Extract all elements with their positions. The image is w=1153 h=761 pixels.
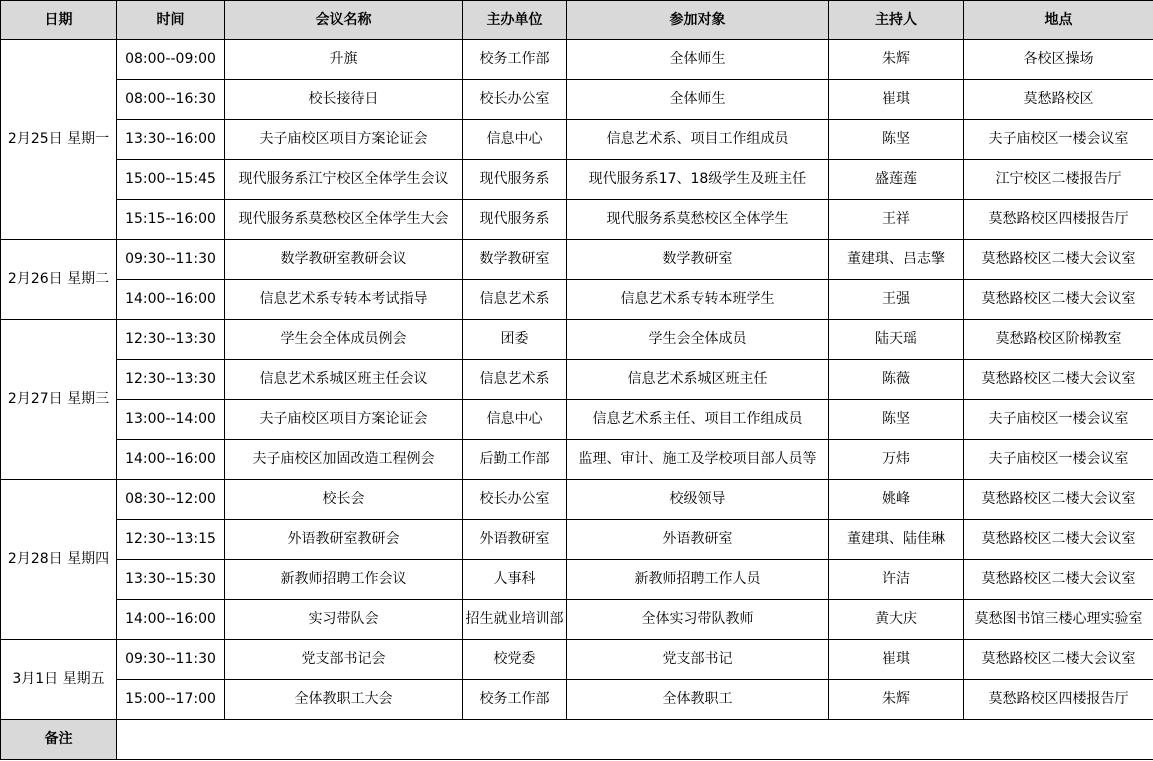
- meeting-cell: 数学教研室教研会议: [225, 240, 463, 280]
- table-row: [1, 200, 1153, 240]
- attendees-cell: 党支部书记: [567, 640, 829, 680]
- host-cell: 陆天瑶: [829, 320, 964, 360]
- table-row: [1, 280, 1153, 320]
- table-row: [1, 80, 1153, 120]
- host-cell: 姚峰: [829, 480, 964, 520]
- organizer-cell: 团委: [463, 320, 567, 360]
- host-cell: 万炜: [829, 440, 964, 480]
- attendees-cell: 学生会全体成员: [567, 320, 829, 360]
- location-cell: 莫愁路校区二楼大会议室: [964, 520, 1153, 560]
- meeting-cell: 全体教职工大会: [225, 680, 463, 720]
- footer-label: 备注: [1, 720, 117, 760]
- time-cell: 15:15--16:00: [117, 200, 225, 240]
- host-cell: 朱辉: [829, 680, 964, 720]
- table-header: [1, 1, 1153, 40]
- attendees-cell: 信息艺术系专转本班学生: [567, 280, 829, 320]
- location-cell: 莫愁路校区四楼报告厅: [964, 680, 1153, 720]
- location-cell: 莫愁路校区二楼大会议室: [964, 280, 1153, 320]
- host-cell: 陈坚: [829, 120, 964, 160]
- attendees-cell: 监理、审计、施工及学校项目部人员等: [567, 440, 829, 480]
- header-row: [1, 1, 1153, 40]
- location-cell: 各校区操场: [964, 40, 1153, 80]
- meeting-cell: 夫子庙校区项目方案论证会: [225, 120, 463, 160]
- host-cell: 王祥: [829, 200, 964, 240]
- attendees-cell: 现代服务系17、18级学生及班主任: [567, 160, 829, 200]
- table-row: [1, 680, 1153, 720]
- organizer-cell: 人事科: [463, 560, 567, 600]
- location-cell: 莫愁路校区二楼大会议室: [964, 640, 1153, 680]
- meeting-cell: 升旗: [225, 40, 463, 80]
- organizer-cell: 后勤工作部: [463, 440, 567, 480]
- time-cell: 12:30--13:30: [117, 360, 225, 400]
- footer-value: [117, 720, 1153, 760]
- meeting-cell: 夫子庙校区项目方案论证会: [225, 400, 463, 440]
- location-cell: 莫愁路校区二楼大会议室: [964, 240, 1153, 280]
- table-row: [1, 400, 1153, 440]
- organizer-cell: 校务工作部: [463, 680, 567, 720]
- attendees-cell: 全体教职工: [567, 680, 829, 720]
- date-cell: 2月27日 星期三: [1, 320, 117, 480]
- organizer-cell: 现代服务系: [463, 200, 567, 240]
- attendees-cell: 信息艺术系、项目工作组成员: [567, 120, 829, 160]
- time-cell: 13:30--16:00: [117, 120, 225, 160]
- location-cell: 莫愁路校区阶梯教室: [964, 320, 1153, 360]
- host-cell: 朱辉: [829, 40, 964, 80]
- organizer-cell: 数学教研室: [463, 240, 567, 280]
- location-cell: 莫愁路校区二楼大会议室: [964, 360, 1153, 400]
- time-cell: 08:00--09:00: [117, 40, 225, 80]
- meeting-cell: 校长接待日: [225, 80, 463, 120]
- date-cell: 2月26日 星期二: [1, 240, 117, 320]
- host-cell: 董建琪、吕志擎: [829, 240, 964, 280]
- organizer-cell: 信息中心: [463, 400, 567, 440]
- attendees-cell: 信息艺术系主任、项目工作组成员: [567, 400, 829, 440]
- table-row: [1, 560, 1153, 600]
- organizer-cell: 现代服务系: [463, 160, 567, 200]
- location-cell: 莫愁路校区二楼大会议室: [964, 480, 1153, 520]
- time-cell: 08:30--12:00: [117, 480, 225, 520]
- host-cell: 黄大庆: [829, 600, 964, 640]
- meeting-cell: 学生会全体成员例会: [225, 320, 463, 360]
- header-meeting: 会议名称: [225, 1, 463, 40]
- meeting-cell: 信息艺术系城区班主任会议: [225, 360, 463, 400]
- host-cell: 许洁: [829, 560, 964, 600]
- organizer-cell: 信息中心: [463, 120, 567, 160]
- table-row: [1, 120, 1153, 160]
- table-row: [1, 240, 1153, 280]
- time-cell: 13:30--15:30: [117, 560, 225, 600]
- attendees-cell: 新教师招聘工作人员: [567, 560, 829, 600]
- meeting-cell: 现代服务系江宁校区全体学生会议: [225, 160, 463, 200]
- table-body: [1, 40, 1153, 760]
- attendees-cell: 校级领导: [567, 480, 829, 520]
- table-row: [1, 520, 1153, 560]
- attendees-cell: 信息艺术系城区班主任: [567, 360, 829, 400]
- location-cell: 夫子庙校区一楼会议室: [964, 440, 1153, 480]
- location-cell: 夫子庙校区一楼会议室: [964, 400, 1153, 440]
- location-cell: 莫愁路校区: [964, 80, 1153, 120]
- host-cell: 崔琪: [829, 80, 964, 120]
- time-cell: 09:30--11:30: [117, 640, 225, 680]
- host-cell: 陈坚: [829, 400, 964, 440]
- table-row: [1, 360, 1153, 400]
- organizer-cell: 外语教研室: [463, 520, 567, 560]
- organizer-cell: 信息艺术系: [463, 360, 567, 400]
- location-cell: 莫愁路校区四楼报告厅: [964, 200, 1153, 240]
- header-time: 时间: [117, 1, 225, 40]
- organizer-cell: 校长办公室: [463, 80, 567, 120]
- meeting-cell: 新教师招聘工作会议: [225, 560, 463, 600]
- attendees-cell: 全体师生: [567, 40, 829, 80]
- date-cell: 2月28日 星期四: [1, 480, 117, 640]
- attendees-cell: 数学教研室: [567, 240, 829, 280]
- organizer-cell: 信息艺术系: [463, 280, 567, 320]
- time-cell: 12:30--13:30: [117, 320, 225, 360]
- attendees-cell: 全体师生: [567, 80, 829, 120]
- table-row: [1, 160, 1153, 200]
- date-cell: 3月1日 星期五: [1, 640, 117, 720]
- organizer-cell: 招生就业培训部: [463, 600, 567, 640]
- time-cell: 15:00--15:45: [117, 160, 225, 200]
- meeting-cell: 外语教研室教研会: [225, 520, 463, 560]
- host-cell: 崔琪: [829, 640, 964, 680]
- time-cell: 15:00--17:00: [117, 680, 225, 720]
- meeting-cell: 信息艺术系专转本考试指导: [225, 280, 463, 320]
- host-cell: 董建琪、陆佳琳: [829, 520, 964, 560]
- location-cell: 江宁校区二楼报告厅: [964, 160, 1153, 200]
- host-cell: 陈薇: [829, 360, 964, 400]
- organizer-cell: 校党委: [463, 640, 567, 680]
- meeting-cell: 夫子庙校区加固改造工程例会: [225, 440, 463, 480]
- header-date: 日期: [1, 1, 117, 40]
- table-row: [1, 440, 1153, 480]
- host-cell: 王强: [829, 280, 964, 320]
- location-cell: 莫愁路校区二楼大会议室: [964, 560, 1153, 600]
- time-cell: 14:00--16:00: [117, 600, 225, 640]
- time-cell: 13:00--14:00: [117, 400, 225, 440]
- organizer-cell: 校务工作部: [463, 40, 567, 80]
- table-row: [1, 480, 1153, 520]
- time-cell: 09:30--11:30: [117, 240, 225, 280]
- table-row: [1, 320, 1153, 360]
- table-row: [1, 40, 1153, 80]
- location-cell: 夫子庙校区一楼会议室: [964, 120, 1153, 160]
- date-cell: 2月25日 星期一: [1, 40, 117, 240]
- header-attendees: 参加对象: [567, 1, 829, 40]
- meeting-cell: 现代服务系莫愁校区全体学生大会: [225, 200, 463, 240]
- time-cell: 14:00--16:00: [117, 440, 225, 480]
- header-organizer: 主办单位: [463, 1, 567, 40]
- attendees-cell: 全体实习带队教师: [567, 600, 829, 640]
- time-cell: 08:00--16:30: [117, 80, 225, 120]
- time-cell: 14:00--16:00: [117, 280, 225, 320]
- attendees-cell: 现代服务系莫愁校区全体学生: [567, 200, 829, 240]
- attendees-cell: 外语教研室: [567, 520, 829, 560]
- organizer-cell: 校长办公室: [463, 480, 567, 520]
- header-location: 地点: [964, 1, 1153, 40]
- table-row: [1, 640, 1153, 680]
- time-cell: 12:30--13:15: [117, 520, 225, 560]
- host-cell: 盛莲莲: [829, 160, 964, 200]
- table-row: [1, 600, 1153, 640]
- location-cell: 莫愁图书馆三楼心理实验室: [964, 600, 1153, 640]
- meeting-cell: 校长会: [225, 480, 463, 520]
- footer-row: [1, 720, 1153, 760]
- meeting-cell: 实习带队会: [225, 600, 463, 640]
- header-host: 主持人: [829, 1, 964, 40]
- meeting-cell: 党支部书记会: [225, 640, 463, 680]
